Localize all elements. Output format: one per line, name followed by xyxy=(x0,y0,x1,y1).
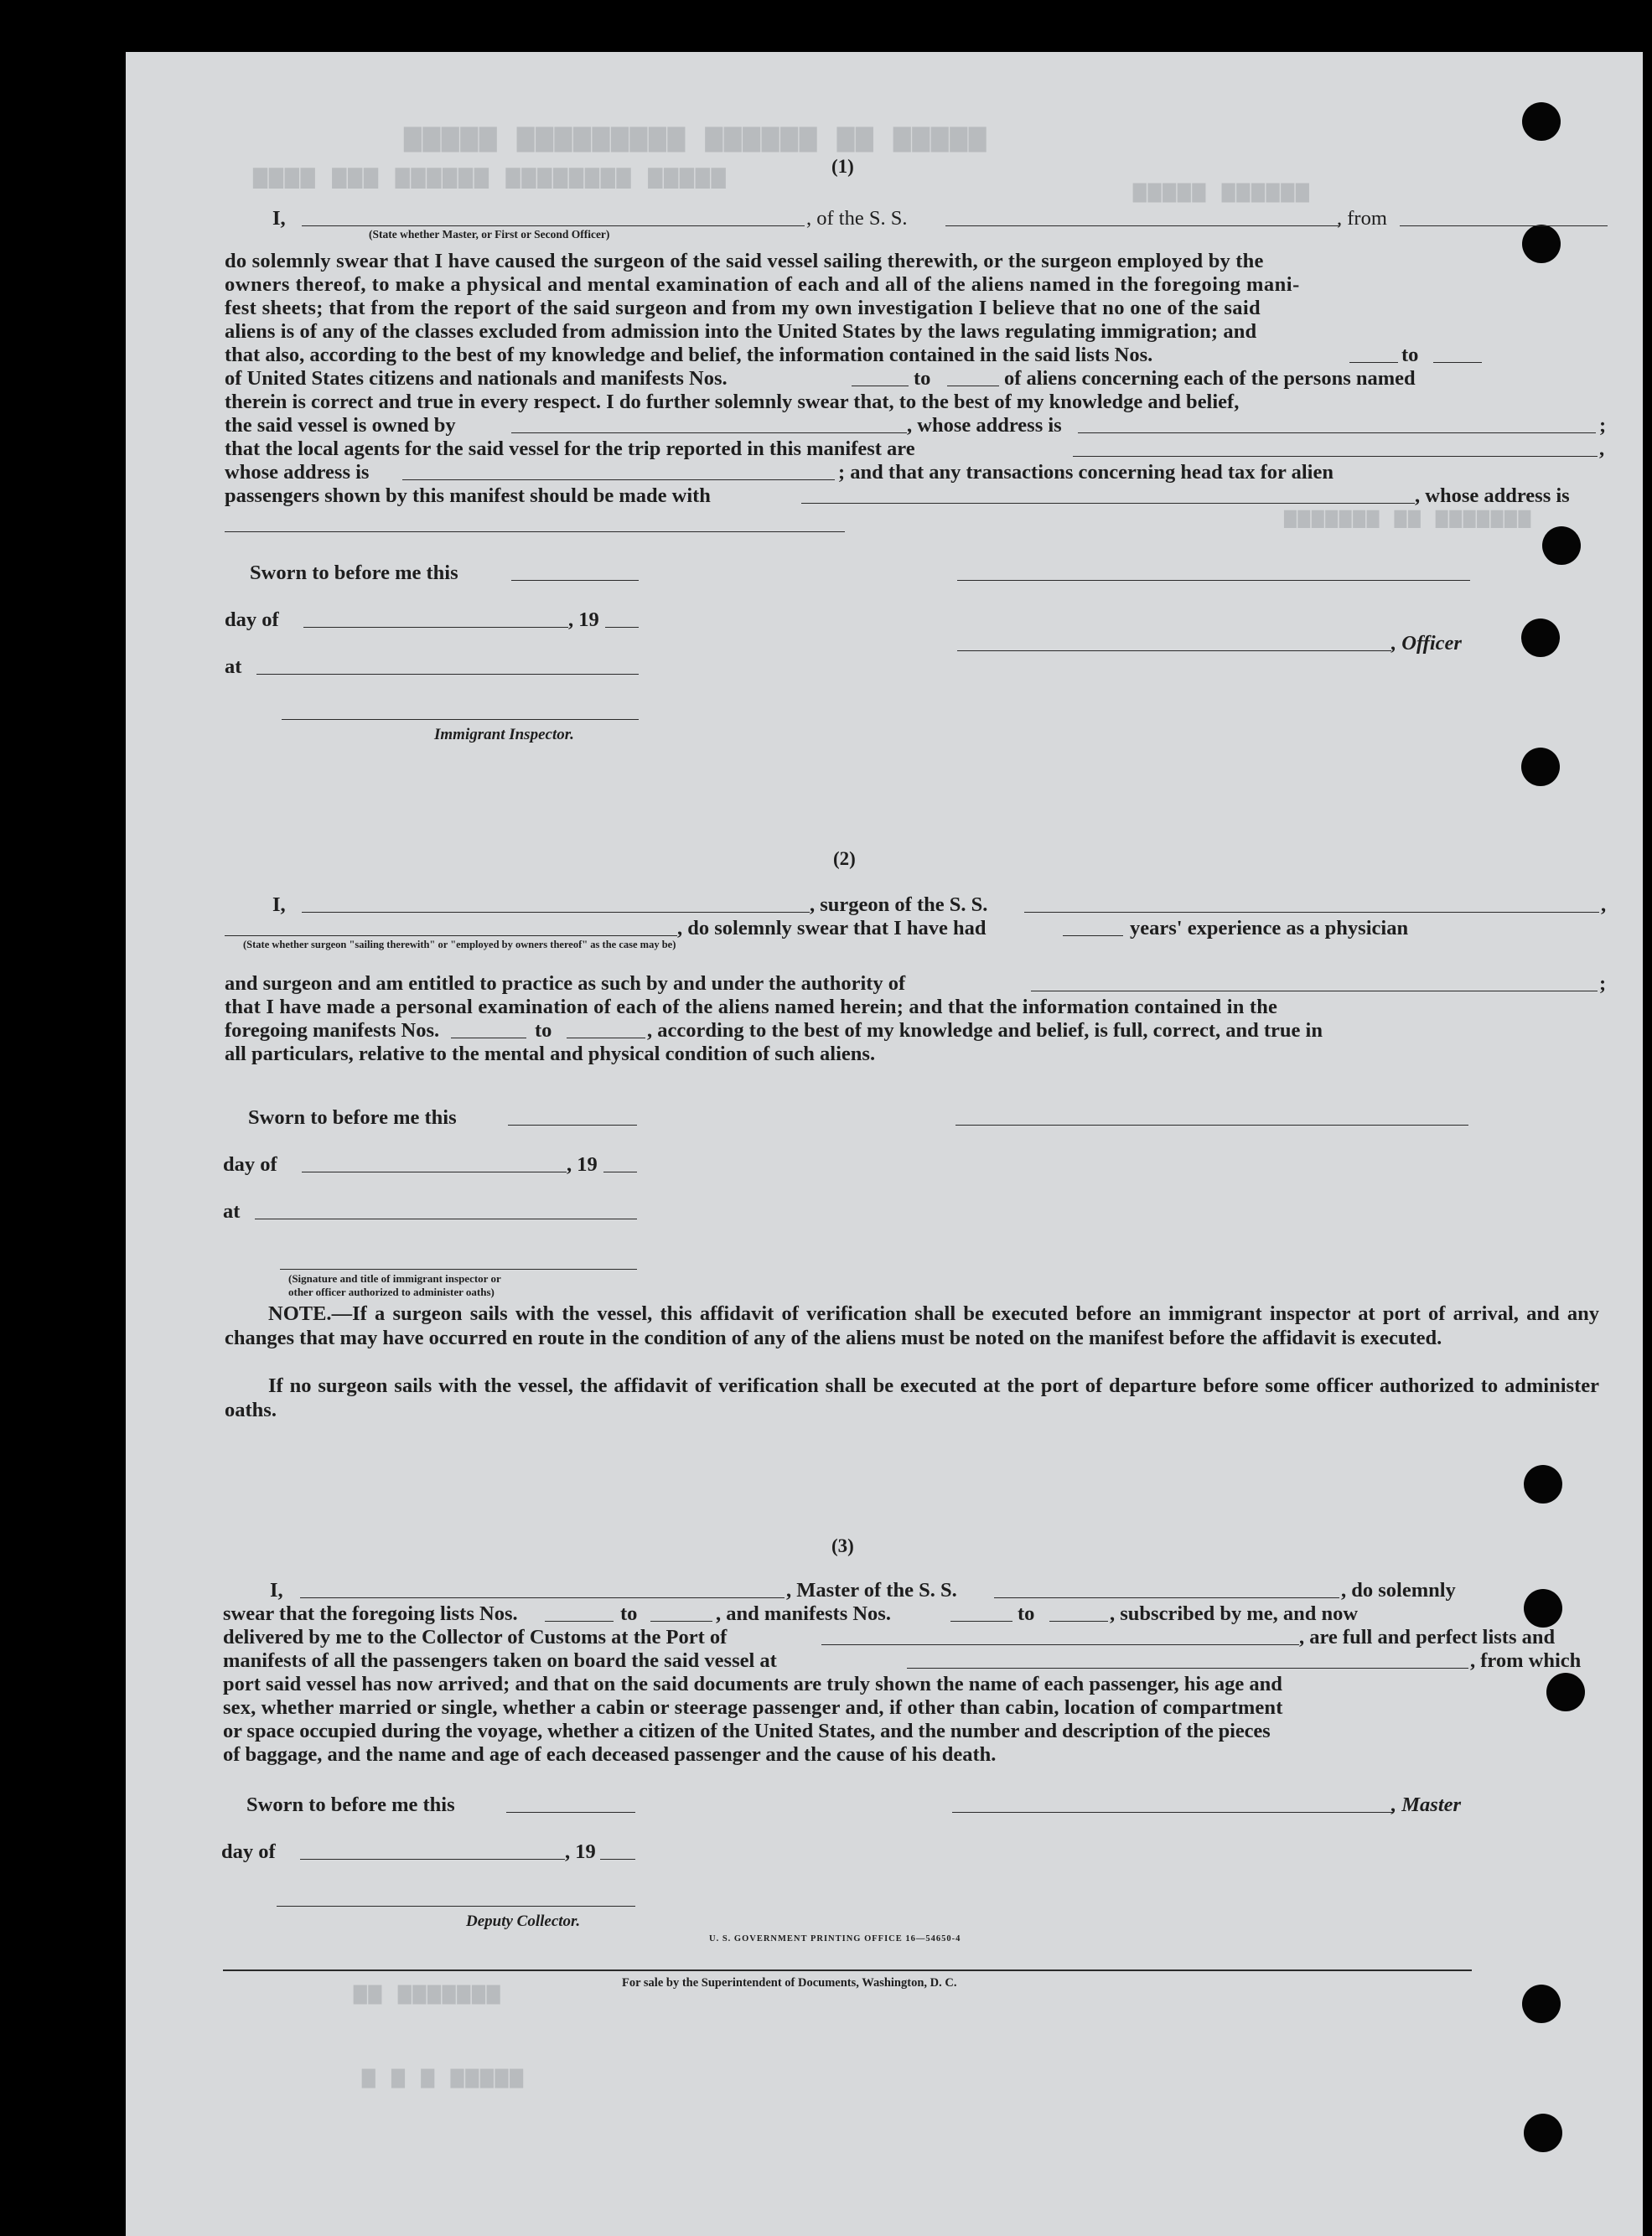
s3-body-text: sex, whether married or single, whether a cabin or steerage passenger and, if other than cabin, location of compartment xyxy=(223,1696,1283,1719)
s1-whose-text: whose address is xyxy=(225,461,370,484)
gpo-imprint: U. S. GOVERNMENT PRINTING OFFICE 16—54650-4 xyxy=(709,1934,961,1944)
s1-year-field[interactable] xyxy=(605,627,639,628)
s1-inspector-caption: Immigrant Inspector. xyxy=(434,726,574,743)
s1-lists-text: that also, according to the best of my knowledge and belief, the information contained in the said lists Nos. xyxy=(225,344,1153,366)
s3-line-2 xyxy=(126,1602,1643,1626)
s1-body-text: do solemnly swear that I have caused the surgeon of the said vessel sailing therewith, or the surgeon employed by the xyxy=(225,250,1264,272)
s2-experience-text: years' experience as a physician xyxy=(1130,917,1409,939)
s1-manifests-rest: of aliens concerning each of the persons named xyxy=(1004,367,1416,390)
s3-perfect-text: , are full and perfect lists and xyxy=(1299,1626,1556,1649)
s3-lists-text: swear that the foregoing lists Nos. xyxy=(223,1602,518,1625)
s1-manifests-to: to xyxy=(914,367,931,390)
s3-body-text: or space occupied during the voyage, whether a citizen of the United States, and the number and description of the pieces xyxy=(223,1720,1271,1742)
s1-manifests-line xyxy=(126,367,1643,391)
s3-deputy-signature-field[interactable] xyxy=(277,1906,635,1907)
footer-rule xyxy=(223,1969,1472,1971)
s1-headtax-party-field[interactable] xyxy=(801,503,1415,504)
s1-rank-hint: (State whether Master, or First or Second Officer) xyxy=(369,228,610,241)
s1-body-line xyxy=(126,273,1643,297)
s1-officer-label xyxy=(1391,632,1462,655)
s1-day-line xyxy=(126,608,1643,632)
s1-officer-name-field[interactable] xyxy=(957,650,1391,651)
s1-from: , from xyxy=(1337,207,1387,230)
s2-line-2 xyxy=(126,917,1643,940)
punch-hole xyxy=(1521,748,1560,786)
s3-manifests-text: , and manifests Nos. xyxy=(716,1602,891,1625)
s2-surgeon-name-field[interactable] xyxy=(302,912,810,913)
s3-body-line xyxy=(126,1720,1643,1743)
s1-agents-address-field[interactable] xyxy=(402,479,835,480)
s1-of-the-ss: , of the S. S. xyxy=(806,207,908,230)
s2-manifests-to: to xyxy=(535,1019,552,1042)
s1-sworn-day-field[interactable] xyxy=(511,580,639,581)
s1-inspector-signature-field[interactable] xyxy=(282,719,639,720)
s3-departure-port-field[interactable] xyxy=(907,1668,1468,1669)
s2-year: , 19 xyxy=(567,1153,598,1176)
s1-i: I, xyxy=(272,207,286,230)
s1-therein-line xyxy=(126,391,1643,414)
s3-master-signature-field[interactable] xyxy=(952,1812,1393,1813)
section-1-number: (1) xyxy=(831,156,854,177)
s1-passengers-text: passengers shown by this manifest should be made with xyxy=(225,484,711,507)
s2-sworn-text: Sworn to before me this xyxy=(248,1106,457,1129)
s3-solemnly: , do solemnly xyxy=(1341,1579,1456,1602)
s1-owner-address-label: , whose address is xyxy=(907,414,1062,437)
s2-line-4 xyxy=(126,996,1643,1019)
s2-sig-caption-1: (Signature and title of immigrant inspector or xyxy=(288,1272,501,1285)
s2-surgeon-hint: (State whether surgeon "sailing therewith" or "employed by owners thereof" as the case may be) xyxy=(243,939,676,950)
s2-vessel-field[interactable] xyxy=(1024,912,1599,913)
s3-lists-to: to xyxy=(620,1602,638,1625)
s1-at-line xyxy=(126,655,1643,679)
s2-inspector-signature-field[interactable] xyxy=(280,1269,637,1270)
s2-according-text: , according to the best of my knowledge and belief, is full, correct, and true in xyxy=(647,1019,1323,1042)
s2-years-field[interactable] xyxy=(1063,935,1123,936)
s3-i: I, xyxy=(270,1579,283,1602)
s3-body-line xyxy=(126,1743,1643,1767)
s1-body-line xyxy=(126,297,1643,320)
s1-body-text: fest sheets; that from the report of the said surgeon and from my own investigation I believe that no one of the said xyxy=(225,297,1261,319)
s3-sworn-day-field[interactable] xyxy=(506,1812,635,1813)
s3-body-text: port said vessel has now arrived; and that on the said documents are truly shown the name of each passenger, his age and xyxy=(223,1673,1282,1695)
s3-body-text: of baggage, and the name and age of each deceased passenger and the cause of his death. xyxy=(223,1743,997,1766)
s3-master-label xyxy=(1391,1793,1461,1817)
bleed-through: ▆▆▆▆▆ ▆▆▆▆▆▆▆▆ ▆▆▆▆▆▆ ▆▆▆ ▆▆▆▆ xyxy=(251,164,726,190)
s2-surgeon-of-ss: , surgeon of the S. S. xyxy=(810,893,988,916)
bleed-through: ▆▆▆▆▆ ▆▆ ▆▆▆▆▆▆ ▆▆▆▆▆▆▆▆▆ ▆▆▆▆▆ xyxy=(402,122,987,154)
bleed-through: ▆▆▆▆▆ ▆ ▆ ▆ xyxy=(360,2064,524,2089)
s2-line-3 xyxy=(126,972,1643,996)
s1-owner-field[interactable] xyxy=(511,432,907,433)
s1-lists-line xyxy=(126,344,1643,367)
s3-month-field[interactable] xyxy=(300,1859,565,1860)
s2-line-5 xyxy=(126,1019,1643,1043)
s1-owned-line xyxy=(126,414,1643,437)
s3-master-name-field[interactable] xyxy=(300,1597,785,1598)
s1-from-field[interactable] xyxy=(1400,225,1608,226)
punch-hole xyxy=(1522,1985,1561,2023)
s3-sworn-text: Sworn to before me this xyxy=(246,1793,455,1816)
s1-lists-from-field[interactable] xyxy=(1349,362,1398,363)
s2-line-6 xyxy=(126,1043,1643,1066)
s1-agents-field[interactable] xyxy=(1073,456,1598,457)
s1-sworn-text: Sworn to before me this xyxy=(250,562,458,584)
s1-at: at xyxy=(225,655,242,678)
s1-agents-line xyxy=(126,437,1643,461)
s3-delivered-text: delivered by me to the Collector of Customs at the Port of xyxy=(223,1626,728,1649)
footer-sale-notice: For sale by the Superintendent of Documents, Washington, D. C. xyxy=(622,1976,957,1990)
s2-at: at xyxy=(223,1200,241,1223)
s1-passengers-address-label: , whose address is xyxy=(1415,484,1570,507)
s3-body-line xyxy=(126,1673,1643,1696)
s1-officer-text: , Officer xyxy=(1391,632,1462,655)
bleed-through: ▆▆▆▆▆▆▆ ▆▆ ▆▆▆▆▆▆▆ xyxy=(1282,507,1530,530)
s1-at-field[interactable] xyxy=(256,674,639,675)
manifest-affidavit-page xyxy=(126,52,1643,2236)
s2-line-1 xyxy=(126,893,1643,917)
s2-day-line xyxy=(126,1153,1643,1177)
punch-hole xyxy=(1542,526,1581,565)
s2-note-text-2: If no surgeon sails with the vessel, the affidavit of verification shall be executed at the port of departure before some officer authorized to administer oaths. xyxy=(225,1374,1599,1421)
s2-line1-end: , xyxy=(1601,893,1607,916)
s2-note xyxy=(225,1302,1599,1350)
s2-note-text: —If a surgeon sails with the vessel, this affidavit of verification shall be executed before an immigrant inspector at port of arrival, and any changes that may have occurred en route in the condition of any of the aliens must be noted on the manifest before the affidavit is executed. xyxy=(225,1302,1599,1349)
s2-examination-text: that I have made a personal examination of each of the aliens named herein; and that the information contained in the xyxy=(225,996,1278,1018)
s3-master-of-ss: , Master of the S. S. xyxy=(786,1579,957,1602)
bleed-through: ▆▆▆▆▆▆▆ ▆▆ xyxy=(352,1980,500,2006)
s3-lists-from-field[interactable] xyxy=(545,1621,614,1622)
s2-note-label: NOTE. xyxy=(268,1302,332,1325)
s1-lists-to-field[interactable] xyxy=(1433,362,1482,363)
punch-hole xyxy=(1524,2114,1562,2152)
s1-passengers-line xyxy=(126,484,1643,508)
s3-line-3 xyxy=(126,1626,1643,1649)
section-3-number: (3) xyxy=(831,1535,854,1556)
s3-manifests-to: to xyxy=(1018,1602,1035,1625)
s1-year: , 19 xyxy=(568,608,599,631)
s3-subscribed-text: , subscribed by me, and now xyxy=(1110,1602,1359,1625)
s3-master-text: , Master xyxy=(1391,1793,1462,1816)
punch-hole xyxy=(1522,102,1561,141)
s2-at-line xyxy=(126,1200,1643,1224)
s1-officer-signature-field[interactable] xyxy=(957,580,1470,581)
s1-month-field[interactable] xyxy=(303,627,568,628)
s2-authority-text: and surgeon and am entitled to practice as such by and under the authority of xyxy=(225,972,906,995)
s1-vessel-field[interactable] xyxy=(945,225,1339,226)
s2-manifests-text: foregoing manifests Nos. xyxy=(225,1019,440,1042)
s2-sig-caption-2: other officer authorized to administer oaths) xyxy=(288,1286,495,1298)
s1-officer-line xyxy=(126,632,1643,655)
s2-sworn-line xyxy=(126,1106,1643,1130)
s1-sworn-line xyxy=(126,562,1643,585)
s1-therein-text: therein is correct and true in every respect. I do further solemnly swear that, to the best of my knowledge and belief, xyxy=(225,391,1240,413)
s2-note-2 xyxy=(225,1374,1599,1422)
s3-lists-to-field[interactable] xyxy=(650,1621,712,1622)
punch-hole xyxy=(1524,1465,1562,1504)
bleed-through: ▆▆▆▆▆▆ ▆▆▆▆▆ xyxy=(1132,179,1309,204)
s2-day-of: day of xyxy=(223,1153,277,1176)
s1-body-text: owners thereof, to make a physical and mental examination of each and all of the aliens named in the foregoing mani- xyxy=(225,273,1300,296)
s1-lists-to: to xyxy=(1401,344,1419,366)
section-2-number: (2) xyxy=(833,848,856,869)
s2-line3-end: ; xyxy=(1599,972,1607,995)
s1-manifests-text: of United States citizens and nationals and manifests Nos. xyxy=(225,367,728,390)
s3-deputy-caption: Deputy Collector. xyxy=(466,1913,581,1930)
s2-surgeon-signature-field[interactable] xyxy=(955,1125,1468,1126)
s3-taken-text: manifests of all the passengers taken on board the said vessel at xyxy=(223,1649,777,1672)
s1-address-field[interactable] xyxy=(225,531,845,532)
s3-line-1 xyxy=(126,1579,1643,1602)
s1-body-line xyxy=(126,320,1643,344)
s1-day-of: day of xyxy=(225,608,279,631)
s1-agents-end: , xyxy=(1599,437,1605,460)
s1-owned-end: ; xyxy=(1599,414,1607,437)
s1-whose-line xyxy=(126,461,1643,484)
s2-sworn-day-field[interactable] xyxy=(508,1125,637,1126)
s2-solemnly-text: , do solemnly swear that I have had xyxy=(677,917,987,939)
s1-agents-text: that the local agents for the said vessel for the trip reported in this manifest are xyxy=(225,437,915,460)
s3-line-4 xyxy=(126,1649,1643,1673)
s3-year: , 19 xyxy=(565,1840,596,1863)
s3-manifests-to-field[interactable] xyxy=(1049,1621,1108,1622)
s3-manifests-from-field[interactable] xyxy=(950,1621,1012,1622)
s1-officer-rank-field[interactable] xyxy=(302,225,805,226)
s1-body-line xyxy=(126,250,1643,273)
s3-sworn-line xyxy=(126,1793,1643,1817)
s2-i: I, xyxy=(272,893,286,916)
s1-headtax-text: ; and that any transactions concerning head tax for alien xyxy=(838,461,1334,484)
s3-from-which: , from which xyxy=(1470,1649,1582,1672)
s1-line-1 xyxy=(126,207,1643,230)
s3-vessel-field[interactable] xyxy=(994,1597,1339,1598)
s1-owner-address-field[interactable] xyxy=(1078,432,1596,433)
s3-day-line xyxy=(126,1840,1643,1864)
s3-body-line xyxy=(126,1696,1643,1720)
s2-particulars-text: all particulars, relative to the mental and physical condition of such aliens. xyxy=(225,1043,876,1065)
s3-year-field[interactable] xyxy=(600,1859,635,1860)
s1-owned-text: the said vessel is owned by xyxy=(225,414,456,437)
s2-surgeon-type-field[interactable] xyxy=(225,935,677,936)
s1-body-text: aliens is of any of the classes excluded from admission into the United States by the laws regulating immigration; and xyxy=(225,320,1257,343)
s3-port-field[interactable] xyxy=(821,1644,1299,1645)
s3-day-of: day of xyxy=(221,1840,276,1863)
